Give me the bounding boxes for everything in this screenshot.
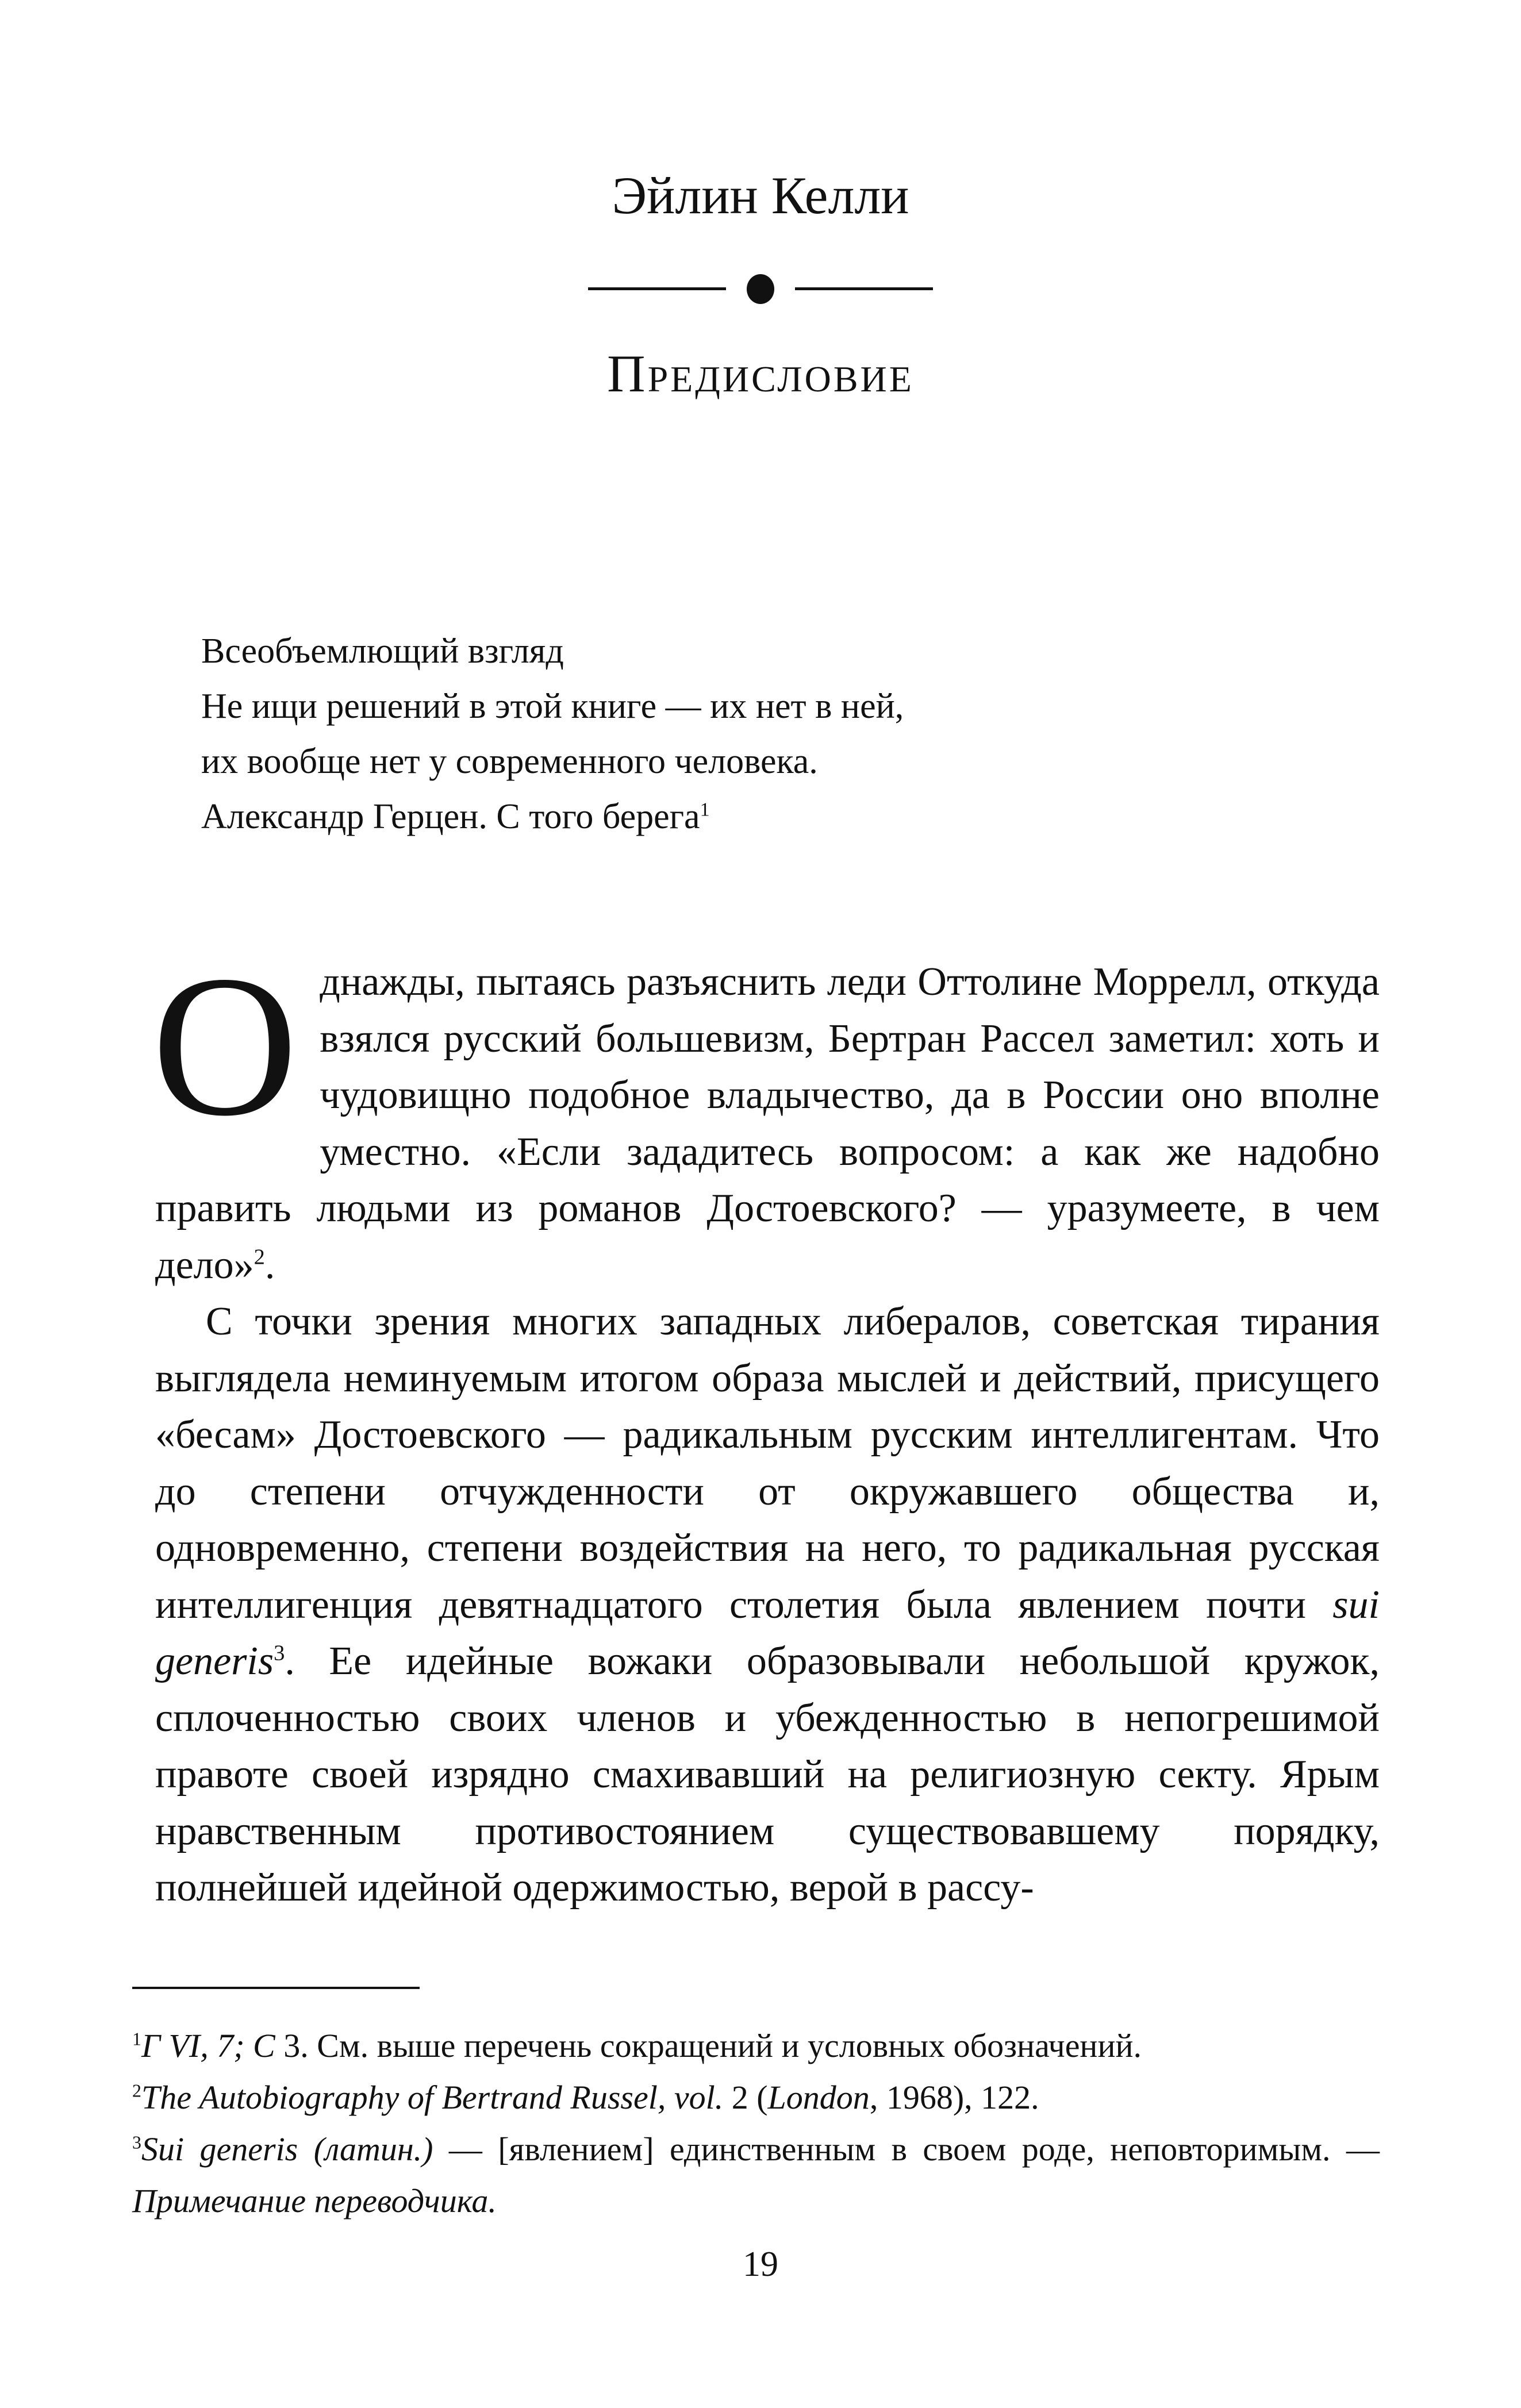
paragraph (152, 934, 1380, 1294)
footnote-separator (132, 1987, 420, 1989)
italic-term: sui generis (155, 1582, 1380, 1683)
paragraph-text: . Ее идейные вожаки образовывали небольшой кружок, сплоченностью своих членов и убежденностью в непогрешимой правоте своей изрядно смахивавший на религиозную секту. Ярым нравственным противостоянием существовавшему порядку, полнейшей идейной одержимостью, верой в рассу- (155, 1639, 1380, 1910)
chapter-title: Предисловие (607, 344, 914, 403)
epigraph-attribution (201, 789, 1351, 844)
footnote (132, 2124, 1380, 2227)
main-text (152, 934, 1380, 1917)
footnote-ref: 3 (274, 1641, 285, 1665)
paragraph-text: С точки зрения многих западных либералов, советская тирания выглядела неминуемым итогом образа мыслей и действий, присущего «бесам» Достоевского — радикальным русским интеллигентам. Что до степени отчужденности от окружавшего общества и, одновременно, степени воздействия на него, то радикальная русская интеллигенция девятнадцатого столетия была явлением почти (155, 1299, 1380, 1627)
epigraph-line: их вообще нет у современного человека. (201, 742, 818, 781)
epigraph (201, 624, 1351, 844)
epigraph-line: Не ищи решений в этой книге — их нет в ней, (201, 687, 904, 726)
page-number: 19 (743, 2245, 778, 2284)
footnote-ref: 1 (700, 799, 710, 821)
footnote-number: 1 (132, 2029, 141, 2049)
paragraph-text: . (264, 1243, 275, 1287)
footnote (132, 2020, 1380, 2072)
title-ornament (588, 270, 933, 305)
footnote-text: , 1968), 122. (869, 2079, 1039, 2116)
footnote-number: 3 (132, 2132, 141, 2153)
paragraph (155, 1294, 1380, 1917)
ornament-dot (747, 274, 774, 304)
footnote-text: — [явлением] единственным в своем роде, неповторимым. — (433, 2130, 1380, 2168)
epigraph-line: Всеобъемлющий взгляд (201, 632, 564, 671)
ornament-rule-left (588, 287, 726, 290)
footnote-italic: Г VI, 7; С (141, 2027, 275, 2064)
footnote (132, 2072, 1380, 2124)
footnote-italic: The Autobiography of Bertrand Russel, vol. (141, 2079, 724, 2116)
footnote-italic: London (767, 2079, 870, 2116)
author-name: Эйлин Келли (612, 166, 909, 225)
footnote-italic: Примечание переводчика. (132, 2182, 497, 2219)
paragraph-text: днажды, пытаясь разъяснить леди Оттолине Моррелл, откуда взялся русский большевизм, Бертран Рассел заметил: хоть и чудовищно подобное владычество, да в России оно вполне уместно. «Если зададитесь вопросом: а как же надобно править людьми из романов Достоевского? — уразумеете, в чем дело» (155, 960, 1380, 1287)
footnote-number: 2 (132, 2080, 141, 2101)
footnote-text: 3. См. выше перечень сокращений и условных обозначений. (275, 2027, 1142, 2064)
footnotes (132, 2020, 1380, 2227)
footnote-italic: Sui generis (латин.) (141, 2130, 433, 2168)
epigraph-source: Александр Герцен. С того берега (201, 797, 700, 836)
drop-cap: О (152, 934, 298, 1158)
footnote-ref: 2 (254, 1245, 265, 1270)
ornament-rule-right (795, 287, 933, 290)
footnote-text: 2 ( (723, 2079, 768, 2116)
